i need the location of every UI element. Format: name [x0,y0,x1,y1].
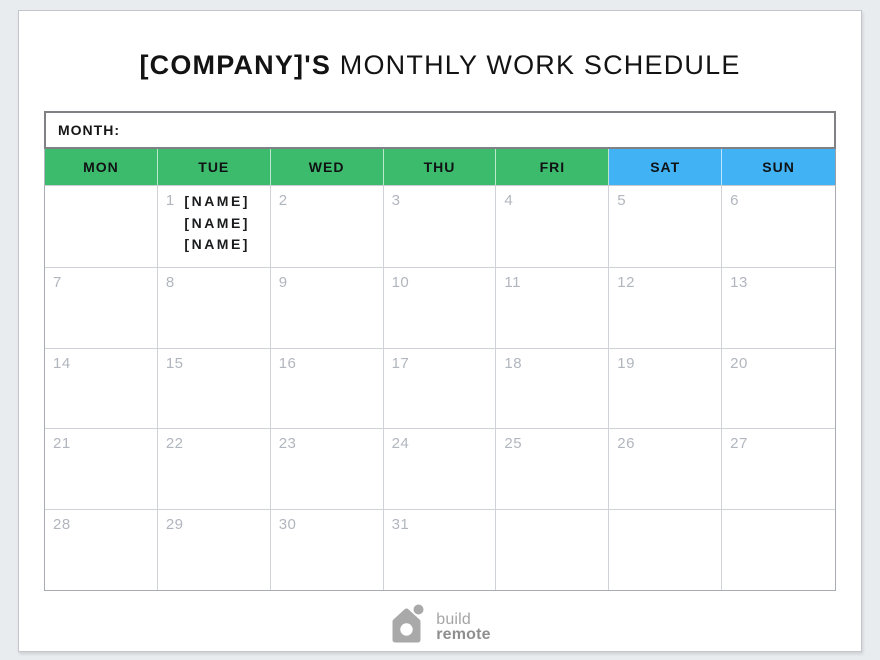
day-header-tue: TUE [158,149,271,185]
date-number: 28 [53,516,71,534]
month-row [44,111,836,149]
calendar-cell[interactable] [384,186,497,267]
month-value-field[interactable] [120,113,822,147]
calendar-cell[interactable] [158,348,271,429]
calendar-cell[interactable] [496,428,609,509]
date-number: 15 [165,354,184,372]
date-number: 23 [278,435,297,453]
date-number: 1 [165,192,175,209]
date-number: 26 [617,435,635,453]
date-number: 4 [504,192,514,209]
date-number: 30 [278,516,297,534]
calendar-cell[interactable] [45,348,158,429]
calendar-cell[interactable] [496,267,609,348]
date-number: 16 [278,354,297,372]
date-number: 21 [53,435,71,453]
month-label: MONTH: [58,122,120,138]
calendar-cell[interactable] [722,428,835,509]
calendar-cell[interactable] [609,186,722,267]
date-number [496,517,504,523]
calendar-cell[interactable] [384,428,497,509]
calendar-cell[interactable] [158,428,271,509]
date-number [45,193,53,199]
date-number: 24 [391,435,410,453]
name-entry: [NAME] [184,193,250,209]
day-header-wed: WED [271,149,384,185]
calendar-cell[interactable] [384,267,497,348]
calendar-cell[interactable] [271,267,384,348]
date-number: 14 [53,354,71,372]
calendar-cell[interactable] [271,509,384,590]
day-header-row [44,149,836,185]
date-number: 31 [391,516,410,534]
calendar-cell[interactable] [722,348,835,429]
calendar-cell[interactable] [722,509,835,590]
day-header-thu: THU [384,149,497,185]
date-number [609,517,617,523]
date-number: 20 [730,354,748,372]
date-number [722,517,730,523]
calendar-cell[interactable] [45,186,158,267]
brand-line2: remote [436,625,491,643]
title-company: [COMPANY]'S [139,50,332,80]
day-header-fri: FRI [496,149,609,185]
brand-line1: build [436,610,472,628]
calendar-cell[interactable] [271,186,384,267]
date-number: 19 [617,354,635,372]
calendar-cell[interactable] [384,509,497,590]
brand-wordmark [436,604,491,642]
calendar-cell[interactable] [496,509,609,590]
calendar-cell[interactable] [271,428,384,509]
date-number: 3 [391,192,401,209]
date-number: 25 [504,435,523,453]
name-entry: [NAME] [184,214,250,231]
calendar-cell[interactable] [384,348,497,429]
name-entry: [NAME] [184,236,250,252]
calendar-cell[interactable] [45,267,158,348]
date-number: 7 [53,273,62,291]
calendar-cell[interactable] [158,509,271,590]
date-number: 12 [617,273,635,291]
date-number: 29 [165,516,184,534]
day-header-sat: SAT [609,149,722,185]
calendar [44,111,836,591]
page-title [19,49,861,81]
date-number: 9 [278,273,288,291]
day-header-mon: MON [45,149,158,185]
date-number: 17 [391,354,410,372]
calendar-cell[interactable] [609,509,722,590]
date-number: 11 [504,273,521,291]
date-number: 5 [617,192,627,209]
calendar-cell[interactable] [158,267,271,348]
date-number: 10 [391,273,410,291]
calendar-cell[interactable] [271,348,384,429]
day-header-sun: SUN [722,149,835,185]
footer [19,602,861,644]
cell-entries [175,186,270,256]
date-number: 6 [730,192,739,209]
calendar-cell[interactable] [609,348,722,429]
date-number: 2 [278,192,288,209]
calendar-cell[interactable] [609,428,722,509]
calendar-grid [44,185,836,591]
schedule-page [18,10,862,652]
date-number: 18 [504,354,523,372]
calendar-cell[interactable] [496,186,609,267]
calendar-cell[interactable] [45,428,158,509]
date-number: 13 [730,273,748,291]
calendar-cell[interactable] [158,186,271,267]
calendar-cell[interactable] [45,509,158,590]
title-rest: MONTHLY WORK SCHEDULE [331,50,741,80]
date-number: 27 [730,435,748,453]
date-number: 22 [165,435,184,453]
calendar-cell[interactable] [722,186,835,267]
calendar-cell[interactable] [496,348,609,429]
date-number: 8 [165,273,175,291]
calendar-cell[interactable] [722,267,835,348]
buildremote-logo-icon [389,602,429,644]
calendar-cell[interactable] [609,267,722,348]
